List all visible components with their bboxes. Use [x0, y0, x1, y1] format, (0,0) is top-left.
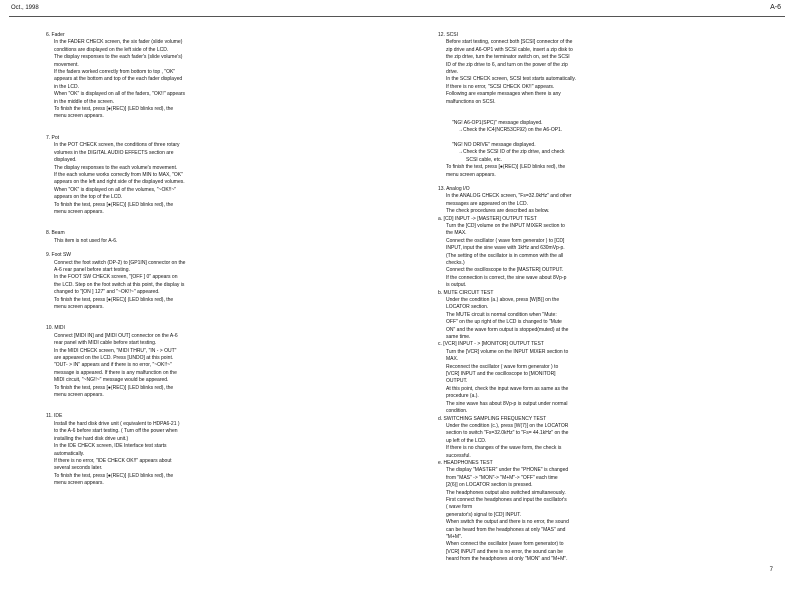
- section-title: 12. SCSI: [438, 32, 459, 38]
- subsection-title: e. HEADPHONES TEST: [438, 459, 493, 466]
- right-column: [438, 32, 598, 571]
- text-line: heard from the headphones at only "MON" and "M+M".: [446, 556, 568, 563]
- text-line: [VCR] INPUT and there is no error, the sound can be: [446, 548, 563, 555]
- text-line: movement.: [54, 61, 79, 68]
- section-analog-io: [438, 186, 598, 564]
- subsection-body: [438, 423, 598, 460]
- text-line: menu screen appears.: [54, 208, 104, 215]
- section-title: 9. Foot SW: [46, 252, 72, 259]
- text-line: To finish the test, press [●(REC)] (LED blinks red), the: [54, 106, 174, 113]
- section-pot: [46, 135, 221, 216]
- text-line: several seconds later.: [54, 465, 103, 472]
- scsi-action: SCSI cable, etc.: [466, 156, 502, 163]
- text-line: can be heard from the headphones at only "MAS" and: [446, 526, 566, 533]
- text-line: If the faders worked correctly from bottom to top , "OK": [54, 69, 176, 76]
- text-line: LOCATOR section.: [446, 304, 489, 311]
- text-line: menu screen appears.: [446, 171, 496, 178]
- text-line: appears on the left and right side of the displayed volumes.: [54, 179, 185, 186]
- text-line: [2(6)] on LOCATOR section is pressed.: [446, 482, 533, 489]
- text-line: condition.: [446, 408, 468, 415]
- text-line: In the FADER CHECK screen, the six fader (slide volume): [54, 39, 183, 46]
- text-line: the MAX.: [446, 230, 467, 237]
- text-line: When switch the output and there is no error, the sound: [446, 519, 569, 526]
- subsection-vcr-input: [438, 341, 598, 415]
- text-line: The display responses to the each fader's (slide volume's): [54, 54, 183, 61]
- text-line: In the ANALOG CHECK screen, "Fs=32.0kHz" and other: [446, 193, 572, 200]
- text-line: INPUT, input the sine wave with 1kHz and 630mVp-p.: [446, 245, 565, 252]
- subsection-headphones: [438, 460, 598, 564]
- subsection-body: [438, 297, 598, 341]
- text-line: in the middle of the screen.: [54, 98, 115, 105]
- text-line: (The setting of the oscillator is in common with the all: [446, 252, 564, 259]
- scsi-action: →Check the SCSI ID of the zip drive, and check: [458, 149, 565, 156]
- section-midi: [46, 325, 221, 399]
- scsi-action: →Check the IC4(NCR53CF92) on the A6-OP1.: [458, 127, 563, 134]
- text-line: If the connection is correct, the sine wave about 8Vp-p: [446, 274, 567, 281]
- text-line: changed to "[ON ] 127" and "~OK!!~" appeared.: [54, 289, 160, 296]
- section-title: 7. Pot: [46, 134, 60, 141]
- text-line: If there is no changes of the wave form, the check is: [446, 445, 562, 452]
- text-line: OUTPUT.: [446, 378, 468, 385]
- text-line: malfunctions on SCSI.: [446, 98, 496, 105]
- text-line: Connect the oscilloscope to the [MASTER] OUTPUT.: [446, 267, 564, 274]
- text-line: The sine wave has about 8Vp-p is output under normal: [446, 400, 568, 407]
- subsection-body: [438, 223, 598, 290]
- section-body: [46, 260, 221, 312]
- text-line: If there is no error, "SCSI CHECK OK!!" appears.: [446, 83, 555, 90]
- text-line: drive.: [446, 69, 459, 76]
- text-line: To finish the test, press [●(REC)] (LED blinks red), the: [54, 384, 174, 391]
- section-ide: [46, 413, 221, 487]
- text-line: OFF" on the up right of the LCD is changed to "Mute: [446, 319, 562, 326]
- text-line: same time.: [446, 334, 471, 341]
- text-line: installing the hard disk drive unit.): [54, 435, 129, 442]
- text-line: the zip drive, turn the terminator switch on, set the SCSI: [446, 54, 570, 61]
- section-body: [46, 333, 221, 400]
- left-column: [46, 32, 221, 495]
- text-line: To finish the test, press [●(REC)] (LED blinks red), the: [54, 201, 174, 208]
- text-line: in the LCD.: [54, 83, 80, 90]
- text-line: MAX.: [446, 356, 459, 363]
- text-line: When "OK" is displayed on all of the volumes, "~OK!!~": [54, 186, 177, 193]
- section-body: [46, 39, 221, 120]
- text-line: messages are appeared on the LCD.: [446, 200, 528, 207]
- section-foot-sw: [46, 252, 221, 311]
- text-line: rear panel with MIDI cable before start testing.: [54, 340, 157, 347]
- text-line: If the each volume works correctly from MIN to MAX, "OK": [54, 171, 183, 178]
- text-line: generator's) signal to [CD] INPUT.: [446, 511, 522, 518]
- text-line: Connect the oscillator ( wave form generator ) to [CD]: [446, 237, 565, 244]
- text-line: appears on the top of the LCD.: [54, 194, 123, 201]
- text-line: appears at the bottom and top of the each fader displayed: [54, 76, 183, 83]
- text-line: automatically.: [54, 450, 85, 457]
- text-line: Before start testing, connect both [SCSI] connector of the: [446, 39, 573, 46]
- section-title: 10. MIDI: [46, 325, 65, 332]
- text-line: Turn the [VCR] volume on the INPUT MIXER section to: [446, 348, 569, 355]
- text-line: procedure (a.).: [446, 393, 479, 400]
- section-title: 8. Beam: [46, 230, 65, 237]
- text-line: Connect the foot switch (DP-2) to [GP1IN] connector on the: [54, 259, 186, 266]
- section-body: [46, 421, 221, 488]
- text-line: The MUTE circuit is normal condition when "Mute:: [446, 311, 557, 318]
- scsi-message: "NG! A6-OP1(SPC)" message displayed.: [452, 120, 543, 127]
- text-line: ID of the zip drive to 6, and turn on the power of the zip: [446, 61, 568, 68]
- subsection-cd-input: [438, 216, 598, 290]
- text-line: menu screen appears.: [54, 113, 104, 120]
- text-line: checks.): [446, 259, 465, 266]
- text-line: [VCR] INPUT and the oscilloscope to [MONITOR]: [446, 371, 556, 378]
- text-line: ( wave form: [446, 504, 473, 511]
- section-body: [46, 238, 221, 245]
- section-title: 6. Fader: [46, 32, 65, 38]
- text-line: In the MIDI CHECK screen, "MIDI THRU", "IN - > OUT": [54, 347, 177, 354]
- text-line: To finish the test, press [●(REC)] (LED blinks red), the: [54, 296, 174, 303]
- text-line: When connect the oscillator (wave form generator) to: [446, 541, 564, 548]
- text-line: successful.: [446, 452, 471, 459]
- header-model: A-6: [770, 4, 781, 11]
- subsection-body: [438, 467, 598, 563]
- text-line: conditions are displayed on the left side of the LCD.: [54, 46, 169, 53]
- section-title: 13. Analog I/O: [438, 185, 470, 192]
- text-line: In the IDE CHECK screen, IDE Interface test starts: [54, 443, 167, 450]
- subsection-title: c. [VCR] INPUT - > [MONITOR] OUTPUT TEST: [438, 341, 544, 348]
- text-line: Reconnect the oscillator ( wave form generator ) to: [446, 363, 559, 370]
- text-line: menu screen appears.: [54, 480, 104, 487]
- text-line: displayed.: [54, 157, 77, 164]
- section-beam: [46, 230, 221, 245]
- subsection-title: d. SWITCHING SAMPLING FREQUENCY TEST: [438, 415, 547, 422]
- text-line: The display "MASTER" under the "PHONE" is changed: [446, 467, 569, 474]
- text-line: The check procedures are described as below.: [446, 208, 550, 215]
- text-line: ON" and the wave form output is stopped(muted) at the: [446, 326, 569, 333]
- section-body: [438, 39, 598, 179]
- subsection-body: [438, 349, 598, 416]
- text-line: If there is no error, "IDE CHECK OK!!" appears about: [54, 457, 172, 464]
- section-scsi: [438, 32, 598, 179]
- text-line: To finish the test, press [●(REC)] (LED blinks red), the: [446, 164, 566, 171]
- text-line: In the POT CHECK screen, the conditions of three rotary: [54, 142, 180, 149]
- text-line: menu screen appears.: [54, 392, 104, 399]
- text-line: Install the hard disk drive unit ( equivalent to HDPA6-21 ): [54, 420, 180, 427]
- subsection-title: b. MUTE CIRCUIT TEST: [438, 289, 494, 296]
- text-line: section to switch "Fs=32.0kHz" to "Fs= 44.1kHz" on the: [446, 430, 569, 437]
- text-line: When "OK" is displayed on all of the faders, "OK!!" appears: [54, 91, 186, 98]
- text-line: Under the condition (a.) above, press [W(B)] on the: [446, 297, 560, 303]
- text-line: To finish the test, press [●(REC)] (LED blinks red), the: [54, 472, 174, 479]
- subsection-mute-circuit: [438, 290, 598, 342]
- header-divider: [9, 16, 785, 17]
- page-number: 7: [769, 567, 773, 573]
- text-line: This item is not used for A-6.: [54, 237, 118, 244]
- section-title: 11. IDE: [46, 413, 63, 420]
- text-line: up left of the LCD.: [446, 437, 487, 444]
- text-line: First connect the headphones and input the oscillator's: [446, 496, 567, 503]
- text-line: Following are example messages when there is any: [446, 91, 561, 98]
- text-line: In the FOOT SW CHECK screen, "[OFF ] 0" appears on: [54, 274, 178, 281]
- text-line: In the SCSI CHECK screen, SCSI test starts automatically.: [446, 76, 576, 83]
- text-line: The display responses to the each volume's movement.: [54, 164, 178, 171]
- text-line: "M+M".: [446, 534, 463, 540]
- text-line: the LCD. Step on the foot switch at this point, the display is: [54, 281, 185, 288]
- text-line: The headphones output also switched simultaneously.: [446, 489, 566, 496]
- text-line: are appeared on the LCD. Press [UNDO] at this point.: [54, 355, 174, 362]
- text-line: A-6 rear panel before start testing.: [54, 266, 130, 273]
- text-line: message is appeared. If there is any malfunction on the: [54, 369, 177, 376]
- text-line: volumes in the DIGITAL AUDIO EFFECTS section are: [54, 149, 174, 156]
- text-line: is output.: [446, 282, 467, 289]
- text-line: Connect [MIDI IN] and [MIDI OUT] connector on the A-6: [54, 332, 178, 339]
- text-line: Under the condition (c.), press [W(7)] on the LOCATOR: [446, 422, 569, 429]
- text-line: MIDI circuit, "~NG!!~" message would be appeared.: [54, 377, 169, 384]
- subsection-title: a. [CD] INPUT -> [MASTER] OUTPUT TEST: [438, 215, 537, 222]
- text-line: to the A-6 before start testing. ( Turn off the power when: [54, 428, 178, 435]
- text-line: from "MAS" -> "MON"-> "M+M"-> "OFF" each time: [446, 474, 558, 481]
- header-date: Oct., 1998: [11, 5, 39, 11]
- scsi-message: "NG! NO DRIVE" message displayed.: [452, 141, 536, 148]
- subsection-sampling-frequency: [438, 416, 598, 460]
- section-body: [438, 193, 598, 215]
- text-line: "OUT- > IN" appears and if there is no error, "~OK!!~": [54, 362, 172, 369]
- section-fader: [46, 32, 221, 121]
- text-line: Turn the [CD] volume on the INPUT MIXER section to: [446, 222, 565, 229]
- text-line: zip drive and A6-OP1 with SCSI cable, insert a zip disk to: [446, 46, 573, 53]
- text-line: At this point, check the input wave form as same as the: [446, 385, 569, 392]
- section-body: [46, 142, 221, 216]
- text-line: menu screen appears.: [54, 304, 104, 310]
